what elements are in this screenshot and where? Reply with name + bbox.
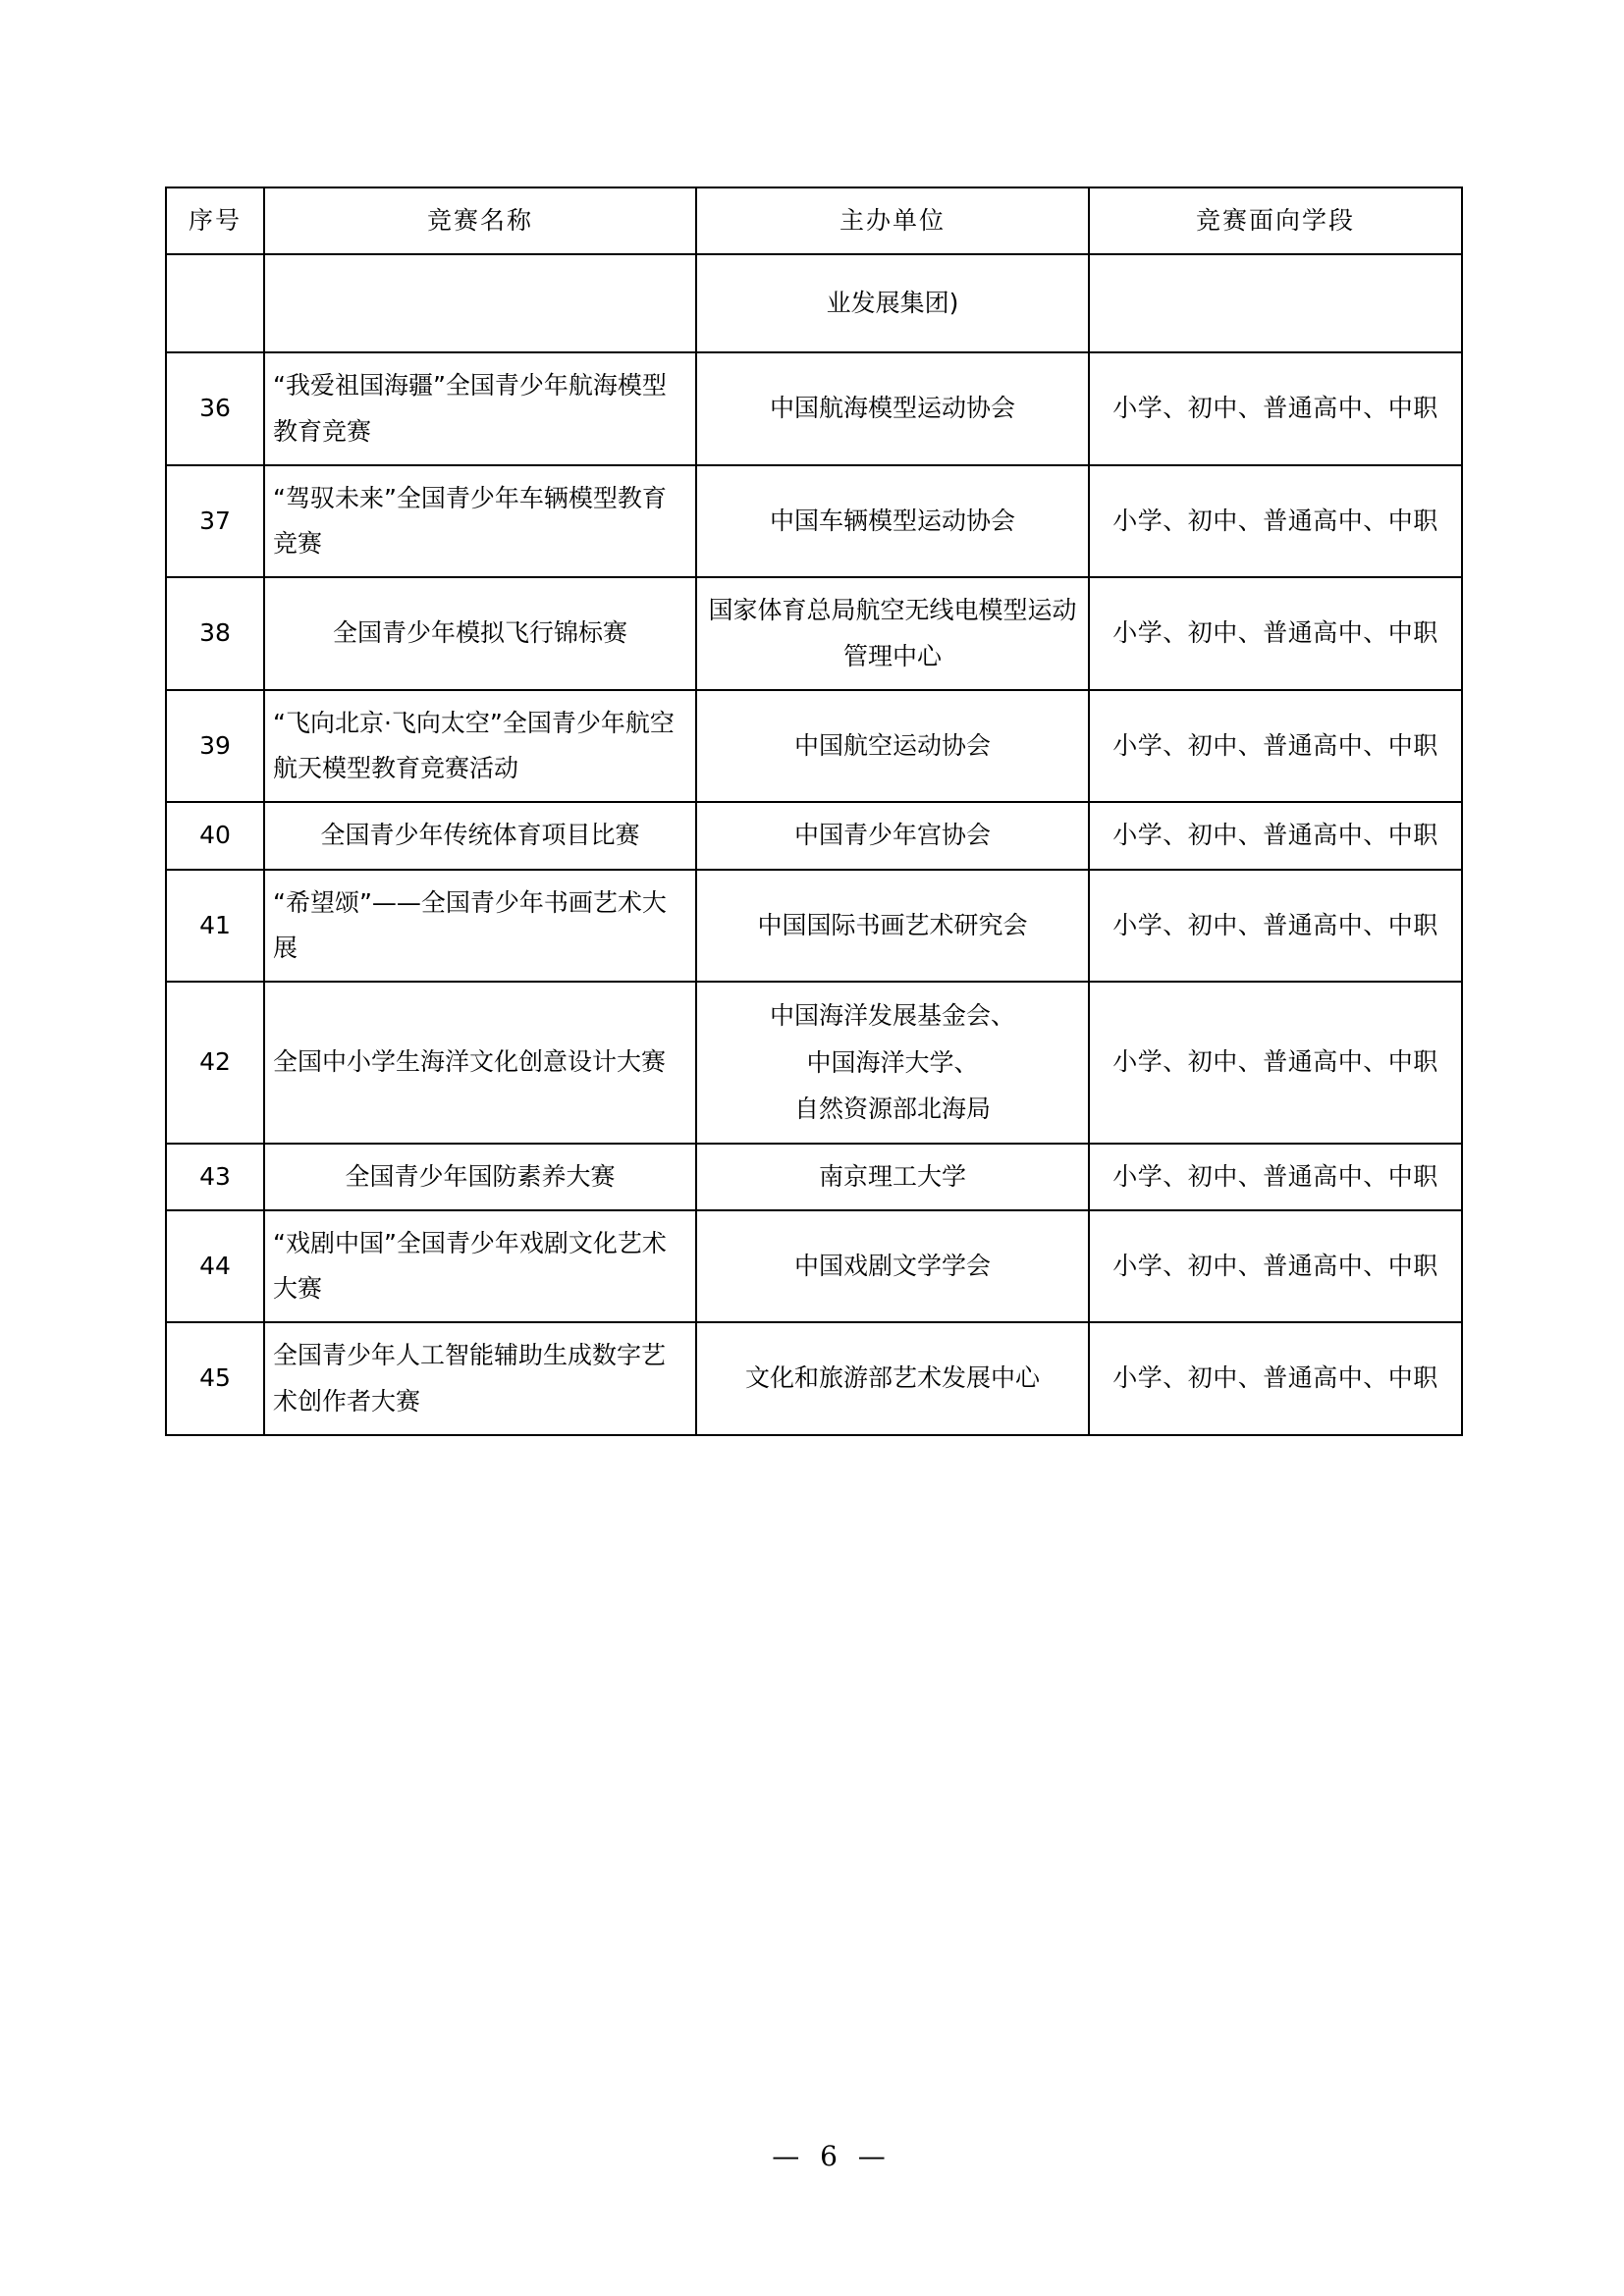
table-row	[166, 870, 1462, 983]
cell-name: 全国青少年人工智能辅助生成数字艺术创作者大赛	[264, 1322, 696, 1435]
cell-index: 40	[166, 802, 264, 869]
table-row	[166, 352, 1462, 465]
cell-name: “飞向北京·飞向太空”全国青少年航空航天模型教育竞赛活动	[264, 690, 696, 803]
cell-stage: 小学、初中、普通高中、中职	[1089, 690, 1462, 803]
cell-index: 43	[166, 1144, 264, 1210]
table-row	[166, 802, 1462, 869]
cell-index: 44	[166, 1210, 264, 1323]
cell-index: 42	[166, 982, 264, 1144]
cell-organizer: 南京理工大学	[696, 1144, 1089, 1210]
cell-organizer: 中国国际书画艺术研究会	[696, 870, 1089, 983]
column-header-stage: 竞赛面向学段	[1089, 187, 1462, 254]
organizer-line: 中国海洋大学、	[806, 1047, 979, 1077]
cell-index: 41	[166, 870, 264, 983]
cell-index	[166, 254, 264, 352]
column-header-organizer: 主办单位	[696, 187, 1089, 254]
cell-stage: 小学、初中、普通高中、中职	[1089, 982, 1462, 1144]
competition-table-container	[165, 187, 1461, 1436]
table-row	[166, 465, 1462, 578]
cell-organizer	[696, 982, 1089, 1144]
cell-stage: 小学、初中、普通高中、中职	[1089, 1322, 1462, 1435]
cell-stage: 小学、初中、普通高中、中职	[1089, 870, 1462, 983]
cell-stage: 小学、初中、普通高中、中职	[1089, 1144, 1462, 1210]
cell-name: “我爱祖国海疆”全国青少年航海模型教育竞赛	[264, 352, 696, 465]
organizer-line: 中国海洋发展基金会、	[769, 1001, 1015, 1030]
cell-stage: 小学、初中、普通高中、中职	[1089, 1210, 1462, 1323]
cell-name: 全国青少年国防素养大赛	[264, 1144, 696, 1210]
cell-organizer: 文化和旅游部艺术发展中心	[696, 1322, 1089, 1435]
page-footer	[0, 2140, 1624, 2172]
table-row	[166, 577, 1462, 690]
cell-organizer: 中国戏剧文学学会	[696, 1210, 1089, 1323]
cell-name: 全国青少年传统体育项目比赛	[264, 802, 696, 869]
cell-organizer: 中国车辆模型运动协会	[696, 465, 1089, 578]
cell-organizer: 业发展集团)	[696, 254, 1089, 352]
cell-stage: 小学、初中、普通高中、中职	[1089, 352, 1462, 465]
cell-stage: 小学、初中、普通高中、中职	[1089, 577, 1462, 690]
table-row	[166, 982, 1462, 1144]
table-row	[166, 690, 1462, 803]
table-row	[166, 1210, 1462, 1323]
competition-table	[165, 187, 1463, 1436]
cell-name: 全国青少年模拟飞行锦标赛	[264, 577, 696, 690]
cell-index: 45	[166, 1322, 264, 1435]
table-row	[166, 1322, 1462, 1435]
table-row	[166, 1144, 1462, 1210]
organizer-line: 自然资源部北海局	[793, 1095, 991, 1123]
column-header-index: 序号	[166, 187, 264, 254]
cell-stage: 小学、初中、普通高中、中职	[1089, 465, 1462, 578]
table-row	[166, 254, 1462, 352]
cell-organizer: 中国航海模型运动协会	[696, 352, 1089, 465]
cell-stage	[1089, 254, 1462, 352]
cell-name: 全国中小学生海洋文化创意设计大赛	[264, 982, 696, 1144]
page-number: — 6 —	[772, 2140, 892, 2172]
cell-index: 37	[166, 465, 264, 578]
column-header-name: 竞赛名称	[264, 187, 696, 254]
cell-name: “驾驭未来”全国青少年车辆模型教育竞赛	[264, 465, 696, 578]
cell-organizer: 中国航空运动协会	[696, 690, 1089, 803]
cell-name: “希望颂”——全国青少年书画艺术大展	[264, 870, 696, 983]
cell-organizer: 中国青少年宫协会	[696, 802, 1089, 869]
cell-organizer: 国家体育总局航空无线电模型运动管理中心	[696, 577, 1089, 690]
cell-stage: 小学、初中、普通高中、中职	[1089, 802, 1462, 869]
cell-name	[264, 254, 696, 352]
cell-index: 39	[166, 690, 264, 803]
cell-index: 38	[166, 577, 264, 690]
cell-index: 36	[166, 352, 264, 465]
table-header-row	[166, 187, 1462, 254]
cell-name: “戏剧中国”全国青少年戏剧文化艺术大赛	[264, 1210, 696, 1323]
